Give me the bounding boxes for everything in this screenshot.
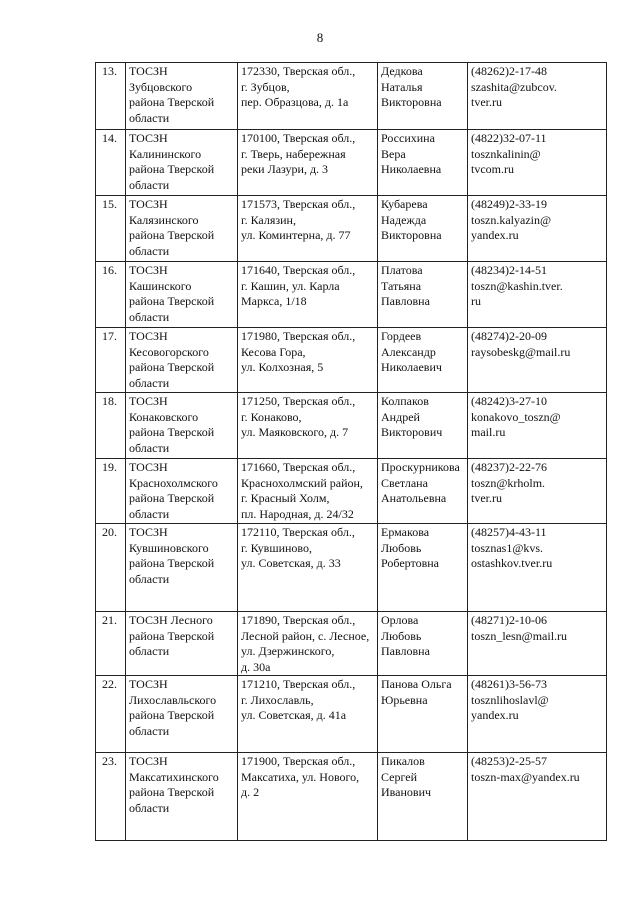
row-number — [96, 196, 126, 262]
head-cell-line: Павловна — [381, 644, 430, 658]
address-cell-line: г. Калязин, — [241, 212, 296, 227]
table-row — [96, 612, 607, 676]
organization-cell — [126, 196, 238, 262]
head-cell-line: Ермакова — [381, 525, 430, 539]
address-cell-line: д. 30а — [241, 659, 271, 674]
organization-cell-line: района Тверской — [129, 95, 215, 109]
organization-cell-line: ТОСЗН — [129, 754, 168, 768]
contact-cell-line: tver.ru — [471, 95, 502, 109]
table-row — [96, 196, 607, 262]
head-cell-line: Александр — [381, 344, 436, 359]
head-cell — [378, 328, 468, 393]
organization-cell-line: ТОСЗН Лесного — [129, 613, 213, 627]
contact-cell-line: toszn_lesn@mail.ru — [471, 628, 568, 643]
address-cell — [238, 196, 378, 262]
head-cell-line: Кубарева — [381, 197, 428, 211]
head-cell-line: Викторович — [381, 425, 443, 439]
organization-cell — [126, 63, 238, 130]
address-cell-line: ул. Советская, д. 41а — [241, 708, 347, 722]
head-cell-line: Любовь — [381, 540, 422, 555]
address-cell-line: г. Зубцов, — [241, 79, 290, 94]
organization-cell-line: района Тверской — [129, 228, 215, 242]
row-number-line: 17. — [102, 329, 117, 343]
head-cell-line: Орлова — [381, 613, 419, 627]
address-cell-line: ул. Колхозная, 5 — [241, 360, 324, 374]
organization-cell-line: ТОСЗН — [129, 197, 168, 211]
organization-cell-line: Калязинского — [129, 212, 199, 227]
row-number-line: 18. — [102, 394, 117, 408]
head-cell-line: Гордеев — [381, 329, 422, 343]
organization-cell-line: области — [129, 723, 170, 738]
contact-cell-line: tosznlihoslavl@ — [471, 692, 549, 707]
head-cell-line: Панова Ольга — [381, 677, 452, 691]
head-cell-line: Сергей — [381, 769, 417, 784]
head-cell-line: Проскурникова — [381, 460, 460, 474]
row-number — [96, 753, 126, 841]
contact-cell-line: szashita@zubcov. — [471, 79, 557, 94]
organization-cell-line: ТОСЗН — [129, 329, 168, 343]
organization-cell-line: области — [129, 571, 170, 586]
address-cell-line: Лесной район, с. Лесное, — [241, 628, 370, 643]
address-cell-line: 172330, Тверская обл., — [241, 64, 356, 78]
contact-cell-line: (48242)3-27-10 — [471, 394, 547, 408]
table-row — [96, 393, 607, 459]
row-number-line: 21. — [102, 613, 117, 627]
organization-cell-line: района Тверской — [129, 628, 215, 643]
organization-cell-line: области — [129, 375, 170, 390]
head-cell-line: Пикалов — [381, 754, 425, 768]
organization-cell — [126, 459, 238, 524]
row-number-line: 13. — [102, 64, 117, 78]
organization-cell-line: области — [129, 177, 170, 192]
address-cell-line: 171250, Тверская обл., — [241, 394, 356, 408]
contact-cell-line: (48253)2-25-57 — [471, 754, 547, 768]
organization-cell — [126, 676, 238, 753]
head-cell — [378, 63, 468, 130]
address-cell-line: ул. Маяковского, д. 7 — [241, 425, 349, 439]
head-cell-line: Иванович — [381, 785, 432, 799]
organization-cell-line: Кувшиновского — [129, 540, 209, 555]
row-number-line: 23. — [102, 754, 117, 768]
organization-cell-line: области — [129, 440, 170, 455]
contact-cell-line: (48237)2-22-76 — [471, 460, 547, 474]
contact-cell — [468, 196, 607, 262]
contact-cell-line: (48257)4-43-11 — [471, 525, 547, 539]
address-cell-line: г. Красный Холм, — [241, 491, 330, 505]
organization-cell-line: района Тверской — [129, 360, 215, 374]
head-cell — [378, 196, 468, 262]
head-cell — [378, 130, 468, 196]
address-cell-line: 171640, Тверская обл., — [241, 263, 356, 277]
row-number — [96, 612, 126, 676]
organization-cell-line: района Тверской — [129, 556, 215, 570]
organization-cell — [126, 130, 238, 196]
address-cell — [238, 459, 378, 524]
contact-cell — [468, 459, 607, 524]
row-number — [96, 676, 126, 753]
address-cell-line: ул. Коминтерна, д. 77 — [241, 228, 351, 242]
head-cell-line: Юрьевна — [381, 692, 428, 707]
head-cell-line: Россихина — [381, 131, 435, 145]
contact-cell-line: toszn-max@yandex.ru — [471, 769, 580, 784]
head-cell-line: Анатольевна — [381, 491, 447, 505]
table-row — [96, 753, 607, 841]
address-cell — [238, 753, 378, 841]
address-cell-line: 172110, Тверская обл., — [241, 525, 355, 539]
head-cell-line: Николаевна — [381, 162, 442, 176]
head-cell-line: Наталья — [381, 79, 423, 94]
contact-cell — [468, 753, 607, 841]
contact-cell-line: (4822)32-07-11 — [471, 131, 547, 145]
address-cell-line: 171900, Тверская обл., — [241, 754, 356, 768]
head-cell — [378, 753, 468, 841]
contact-cell-line: (48274)2-20-09 — [471, 329, 547, 343]
row-number-line: 22. — [102, 677, 117, 691]
table-row — [96, 130, 607, 196]
row-number — [96, 262, 126, 328]
address-cell-line: г. Кашин, ул. Карла — [241, 278, 340, 293]
address-cell-line: 171660, Тверская обл., — [241, 460, 356, 474]
contact-cell-line: toszn@kashin.tver. — [471, 278, 563, 293]
contact-cell — [468, 676, 607, 753]
head-cell-line: Павловна — [381, 294, 430, 308]
organization-cell-line: района Тверской — [129, 491, 215, 505]
organization-cell-line: Зубцовского — [129, 79, 193, 94]
contact-cell-line: raysobeskg@mail.ru — [471, 344, 571, 359]
address-cell-line: Максатиха, ул. Нового, — [241, 769, 360, 784]
address-cell-line: 171210, Тверская обл., — [241, 677, 356, 691]
contact-cell-line: mail.ru — [471, 425, 506, 439]
organization-cell — [126, 393, 238, 459]
organization-cell-line: Лихославльского — [129, 692, 217, 707]
head-cell — [378, 524, 468, 612]
organization-cell-line: района Тверской — [129, 294, 215, 308]
table-row — [96, 262, 607, 328]
head-cell-line: Надежда — [381, 212, 427, 227]
organization-cell-line: области — [129, 506, 170, 521]
head-cell-line: Викторовна — [381, 228, 442, 242]
contact-cell-line: (48262)2-17-48 — [471, 64, 547, 78]
row-number-line: 20. — [102, 525, 117, 539]
table-row — [96, 328, 607, 393]
address-cell-line: г. Тверь, набережная — [241, 146, 346, 161]
address-cell — [238, 262, 378, 328]
table-row — [96, 63, 607, 130]
organization-cell-line: ТОСЗН — [129, 263, 168, 277]
head-cell — [378, 459, 468, 524]
row-number — [96, 393, 126, 459]
organization-cell-line: ТОСЗН — [129, 64, 168, 78]
contact-cell-line: konakovo_toszn@ — [471, 409, 561, 424]
address-cell-line: ул. Советская, д. 33 — [241, 556, 341, 570]
organization-cell-line: ТОСЗН — [129, 460, 168, 474]
contact-cell — [468, 612, 607, 676]
address-cell — [238, 676, 378, 753]
contact-cell — [468, 328, 607, 393]
organization-cell — [126, 753, 238, 841]
organization-cell — [126, 524, 238, 612]
address-cell-line: 171980, Тверская обл., — [241, 329, 356, 343]
head-cell — [378, 393, 468, 459]
organization-cell — [126, 612, 238, 676]
organization-cell-line: ТОСЗН — [129, 131, 168, 145]
row-number — [96, 524, 126, 612]
contact-cell — [468, 524, 607, 612]
table-row — [96, 524, 607, 612]
row-number-line: 16. — [102, 263, 117, 277]
contact-cell-line: tvcom.ru — [471, 162, 514, 176]
organization-cell-line: области — [129, 800, 170, 815]
row-number — [96, 459, 126, 524]
contact-cell-line: ostashkov.tver.ru — [471, 556, 553, 570]
contact-cell-line: yandex.ru — [471, 228, 519, 242]
head-cell — [378, 612, 468, 676]
organization-cell-line: Конаковского — [129, 409, 199, 424]
organization-cell-line: ТОСЗН — [129, 525, 168, 539]
address-cell-line: Кесова Гора, — [241, 344, 306, 359]
address-cell — [238, 130, 378, 196]
row-number-line: 19. — [102, 460, 117, 474]
address-cell — [238, 393, 378, 459]
contact-cell-line: yandex.ru — [471, 708, 519, 722]
organization-cell — [126, 328, 238, 393]
contact-cell-line: tosznkalinin@ — [471, 146, 541, 161]
address-cell-line: пер. Образцова, д. 1а — [241, 95, 349, 109]
contact-cell — [468, 130, 607, 196]
address-cell — [238, 524, 378, 612]
contact-cell-line: (48234)2-14-51 — [471, 263, 547, 277]
contact-cell-line: toszn.kalyazin@ — [471, 212, 552, 227]
table-row — [96, 459, 607, 524]
organization-cell-line: Краснохолмского — [129, 475, 218, 490]
head-cell — [378, 262, 468, 328]
head-cell-line: Андрей — [381, 409, 420, 424]
organization-cell-line: Кашинского — [129, 278, 192, 293]
address-cell-line: 171890, Тверская обл., — [241, 613, 356, 627]
row-number — [96, 63, 126, 130]
contact-cell — [468, 262, 607, 328]
head-cell-line: Колпаков — [381, 394, 429, 408]
head-cell — [378, 676, 468, 753]
head-cell-line: Татьяна — [381, 278, 422, 293]
address-cell-line: 171573, Тверская обл., — [241, 197, 356, 211]
contact-cell-line: (48261)3-56-73 — [471, 677, 547, 691]
head-cell-line: Вера — [381, 146, 406, 161]
organization-cell-line: района Тверской — [129, 425, 215, 439]
contacts-table — [95, 62, 607, 841]
row-number-line: 14. — [102, 131, 117, 145]
organization-cell-line: района Тверской — [129, 708, 215, 722]
organization-cell-line: Калининского — [129, 146, 202, 161]
organization-cell-line: области — [129, 644, 170, 658]
head-cell-line: Робертовна — [381, 556, 439, 570]
organization-cell-line: района Тверской — [129, 785, 215, 799]
contact-cell-line: (48271)2-10-06 — [471, 613, 547, 627]
contact-cell-line: tosznas1@kvs. — [471, 540, 544, 555]
address-cell-line: г. Конаково, — [241, 409, 302, 424]
address-cell-line: г. Кувшиново, — [241, 540, 313, 555]
organization-cell-line: ТОСЗН — [129, 677, 168, 691]
contact-cell-line: (48249)2-33-19 — [471, 197, 547, 211]
contact-cell-line: toszn@krholm. — [471, 475, 546, 490]
head-cell-line: Любовь — [381, 628, 422, 643]
page-number: 8 — [316, 30, 324, 45]
organization-cell-line: Максатихинского — [129, 769, 219, 784]
contact-cell-line: ru — [471, 294, 481, 308]
organization-cell-line: Кесовогорского — [129, 344, 209, 359]
head-cell-line: Николаевич — [381, 360, 442, 374]
address-cell-line: 170100, Тверская обл., — [241, 131, 356, 145]
head-cell-line: Платова — [381, 263, 423, 277]
head-cell-line: Светлана — [381, 475, 428, 490]
address-cell-line: ул. Дзержинского, — [241, 644, 335, 658]
organization-cell — [126, 262, 238, 328]
organization-cell-line: области — [129, 309, 170, 324]
row-number — [96, 130, 126, 196]
organization-cell-line: области — [129, 110, 170, 125]
address-cell — [238, 328, 378, 393]
address-cell-line: г. Лихославль, — [241, 692, 314, 707]
row-number — [96, 328, 126, 393]
contact-cell — [468, 393, 607, 459]
head-cell-line: Дедкова — [381, 64, 423, 78]
address-cell-line: пл. Народная, д. 24/32 — [241, 506, 354, 521]
contact-cell-line: tver.ru — [471, 491, 502, 505]
address-cell-line: Краснохолмский район, — [241, 475, 363, 490]
head-cell-line: Викторовна — [381, 95, 442, 109]
address-cell — [238, 63, 378, 130]
organization-cell-line: области — [129, 243, 170, 258]
address-cell — [238, 612, 378, 676]
organization-cell-line: ТОСЗН — [129, 394, 168, 408]
address-cell-line: реки Лазури, д. 3 — [241, 162, 329, 176]
contact-cell — [468, 63, 607, 130]
row-number-line: 15. — [102, 197, 117, 211]
address-cell-line: Маркса, 1/18 — [241, 294, 307, 308]
address-cell-line: д. 2 — [241, 785, 260, 799]
table-row — [96, 676, 607, 753]
organization-cell-line: района Тверской — [129, 162, 215, 176]
